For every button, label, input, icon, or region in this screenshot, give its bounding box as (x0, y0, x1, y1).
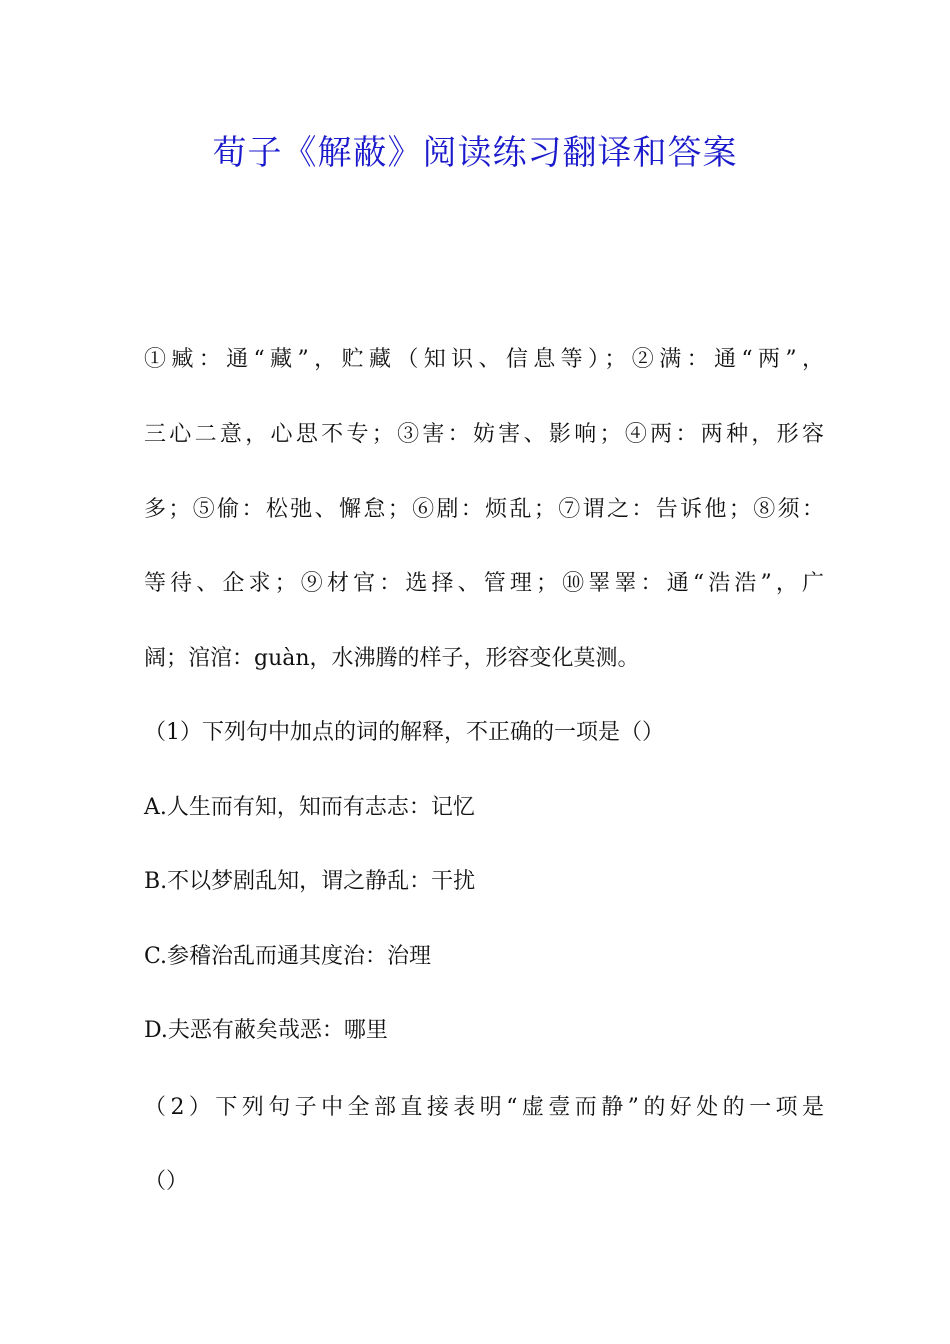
notes-line-5: 阔；涫涫：guàn，水沸腾的样子，形容变化莫测。 (144, 646, 640, 671)
question1-option-d: D.夫恶有蔽矣哉恶：哪里 (144, 1018, 388, 1043)
notes-line-4: 等待、企求；⑨材官：选择、管理；⑩睪睪：通“浩浩”，广 (144, 571, 824, 596)
notes-line-1: ①臧：通“藏”，贮藏（知识、信息等）；②满：通“两”， (144, 347, 824, 372)
document-title: 荀子《解蔽》阅读练习翻译和答案 (212, 133, 738, 173)
question1-option-c: C.参稽治乱而通其度治：治理 (144, 944, 432, 969)
notes-line-2: 三心二意，心思不专；③害：妨害、影响；④两：两种，形容 (144, 422, 824, 447)
question1-option-a: A.人生而有知，知而有志志：记忆 (144, 795, 475, 820)
question1-stem: （1）下列句中加点的词的解释，不正确的一项是（） (144, 720, 664, 745)
question2-stem-line2: （） (144, 1169, 189, 1194)
question2-stem-line1: （2）下列句子中全部直接表明“虚壹而静”的好处的一项是 (144, 1095, 824, 1120)
notes-line-3: 多；⑤偷：松弛、懈怠；⑥剧：烦乱；⑦谓之：告诉他；⑧须： (144, 497, 824, 522)
question1-option-b: B.不以梦剧乱知，谓之静乱：干扰 (144, 869, 476, 894)
